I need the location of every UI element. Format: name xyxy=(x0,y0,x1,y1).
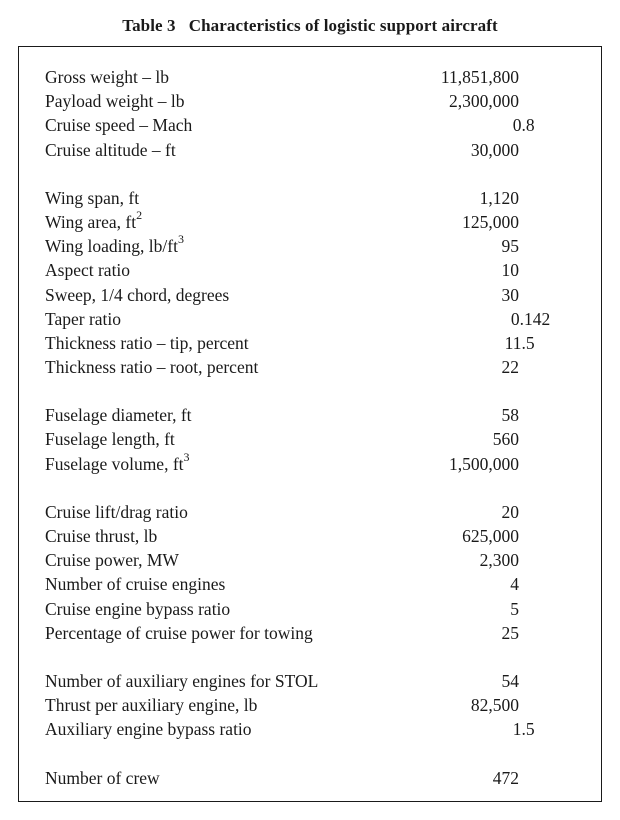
row-value: 1,120 xyxy=(479,187,519,208)
table-group xyxy=(45,186,585,380)
table-row xyxy=(45,621,585,645)
row-value: 30,000 xyxy=(470,139,519,160)
row-value: 11,851,800 xyxy=(440,67,519,87)
row-label: Number of auxiliary engines for STOL xyxy=(45,670,319,691)
row-value: 1,500,000 xyxy=(449,453,519,474)
row-label: Payload weight – lb xyxy=(45,91,185,112)
table-row xyxy=(45,234,585,258)
table-row xyxy=(45,669,585,693)
row-value: 2,300,000 xyxy=(449,91,519,112)
table-group xyxy=(45,65,585,162)
table-row xyxy=(45,283,585,307)
row-label: Cruise thrust, lb xyxy=(45,526,158,546)
row-value: 20 xyxy=(501,501,519,522)
row-value: 95 xyxy=(501,236,519,257)
row-label: Number of cruise engines xyxy=(45,574,226,595)
row-label: Cruise altitude – ft xyxy=(45,139,176,160)
table-row xyxy=(45,500,585,524)
row-label: Percentage of cruise power for towing xyxy=(45,622,313,643)
table-row xyxy=(45,572,585,596)
row-label: Fuselage length, ft xyxy=(45,429,175,450)
unit-exponent: 3 xyxy=(183,449,190,464)
table-group xyxy=(45,500,585,645)
row-label: Thickness ratio – root, percent xyxy=(45,357,259,378)
row-value: 58 xyxy=(501,405,519,426)
table-row xyxy=(45,427,585,451)
row-label: Sweep, 1/4 chord, degrees xyxy=(45,284,230,305)
row-label: Number of crew xyxy=(45,767,160,788)
row-value: 560 xyxy=(492,429,519,450)
table-group xyxy=(45,669,585,742)
row-value: 4 xyxy=(510,574,519,595)
row-value: 82,500 xyxy=(470,695,519,716)
table-row xyxy=(45,597,585,621)
row-label: Thrust per auxiliary engine, lb xyxy=(45,695,258,716)
row-value: 2,300 xyxy=(479,550,519,571)
row-label: Cruise engine bypass ratio xyxy=(45,598,231,619)
table-row xyxy=(45,548,585,572)
table-number: Table 3 xyxy=(122,16,176,35)
row-label: Cruise power, MW xyxy=(45,550,179,571)
table-group xyxy=(45,766,585,790)
row-label: Cruise speed – Mach xyxy=(45,115,193,136)
table-title: Characteristics of logistic support aircraft xyxy=(188,16,498,35)
table-row xyxy=(45,307,585,331)
row-value: 1.5 xyxy=(512,719,535,740)
table-row xyxy=(45,65,585,89)
row-label: Taper ratio xyxy=(45,308,122,329)
row-value: 10 xyxy=(501,260,519,281)
row-label: Wing loading, $lb/ft^3$ xyxy=(45,232,184,257)
row-label: Fuselage volume, $ft^3$ xyxy=(45,449,190,474)
row-label: Gross weight – lb xyxy=(45,67,169,87)
table-row xyxy=(45,138,585,162)
row-value: 625,000 xyxy=(462,526,519,546)
row-value: 0.142 xyxy=(510,308,551,329)
table-group xyxy=(45,403,585,476)
row-value: 472 xyxy=(492,767,519,788)
row-value: 30 xyxy=(501,284,519,305)
row-label: Thickness ratio – tip, percent xyxy=(45,332,249,353)
row-label: Cruise lift/drag ratio xyxy=(45,501,188,522)
row-value: 125,000 xyxy=(462,211,519,232)
table-body xyxy=(45,65,585,814)
row-label: Wing span, ft xyxy=(45,187,140,208)
table-caption xyxy=(0,16,620,36)
table-row xyxy=(45,210,585,234)
row-label: Aspect ratio xyxy=(45,260,131,281)
row-value: 22 xyxy=(501,357,519,378)
row-value: 5 xyxy=(510,598,519,619)
row-value: 0.8 xyxy=(512,115,535,136)
row-label: Wing area, $ft^2$ xyxy=(45,208,143,232)
table-row xyxy=(45,717,585,741)
table-row xyxy=(45,331,585,355)
table-row xyxy=(45,403,585,427)
table-row xyxy=(45,113,585,137)
row-value: 25 xyxy=(501,622,519,643)
table-row xyxy=(45,258,585,282)
unit-exponent: 2 xyxy=(136,208,143,223)
unit-exponent: 3 xyxy=(177,232,184,247)
table-row xyxy=(45,89,585,113)
table-row xyxy=(45,449,585,476)
table-row xyxy=(45,693,585,717)
row-label: Auxiliary engine bypass ratio xyxy=(45,719,252,740)
table-row xyxy=(45,524,585,548)
row-label: Fuselage diameter, ft xyxy=(45,405,192,426)
table-row xyxy=(45,766,585,790)
table-row xyxy=(45,355,585,379)
row-value: 54 xyxy=(501,670,519,691)
row-value: 11.5 xyxy=(504,332,535,353)
table-row xyxy=(45,186,585,210)
characteristics-table xyxy=(18,46,602,802)
